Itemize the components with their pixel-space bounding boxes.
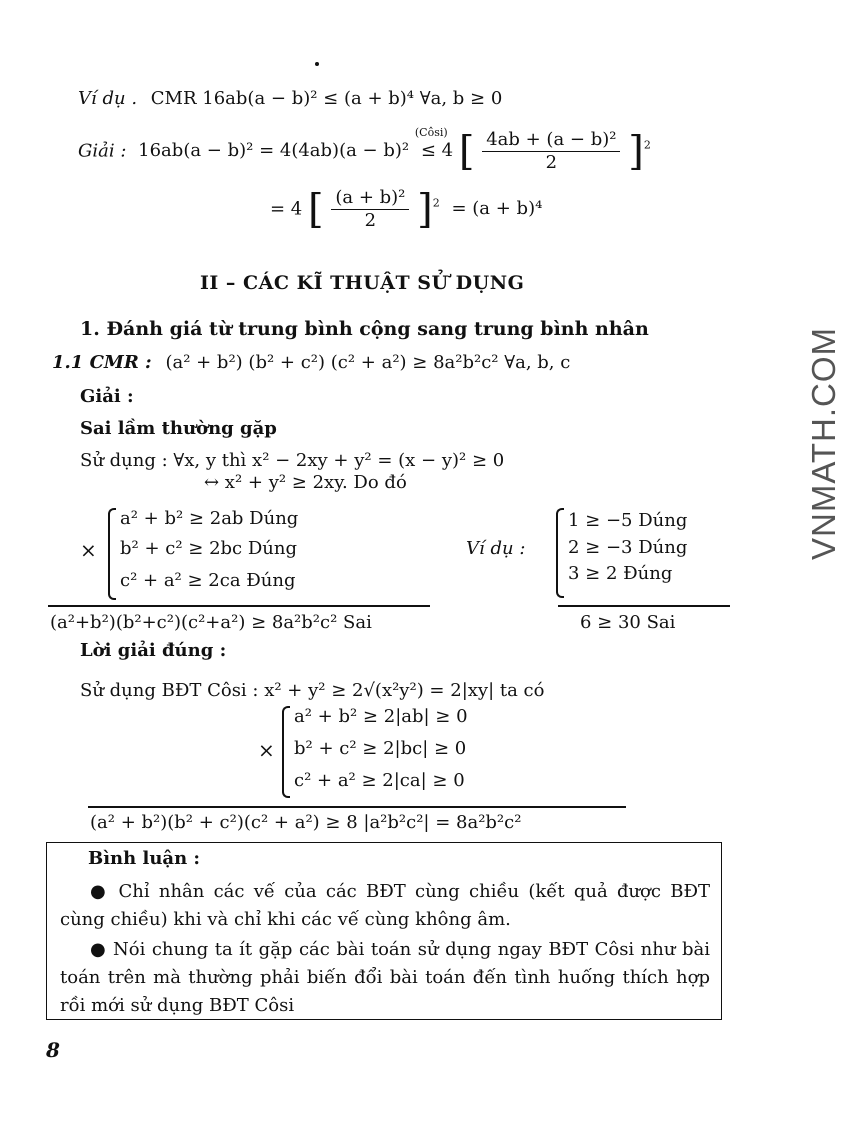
square-exponent-2: 2 (432, 196, 440, 210)
solution-line-2 (270, 188, 542, 231)
fraction-2-numerator: (a + b)² (331, 188, 409, 210)
times-sign: × (80, 538, 97, 562)
mistake-underline-right (558, 605, 730, 607)
solution-relation: ≤ 4 (420, 140, 454, 162)
example-system-row: 1 ≥ −5 Dúng (568, 510, 688, 531)
line2-prefix: = 4 (270, 198, 303, 220)
commentary-bullet-1-text: Chỉ nhân các vế của các BĐT cùng chiều (kết quả được BĐT cùng chiều) khi và chỉ khi các vế cùng không âm. (60, 881, 710, 930)
page-number: 8 (46, 1038, 60, 1062)
problem-statement: (a² + b²) (b² + c²) (c² + a²) ≥ 8a²b²c² ∀a, b, c (165, 352, 571, 373)
section-title: II – CÁC KĨ THUẬT SỬ DỤNG (200, 272, 525, 294)
example-system-row: 3 ≥ 2 Đúng (568, 563, 673, 584)
watermark: VNMATH.COM (805, 326, 842, 560)
fraction-1-numerator: 4ab + (a − b)² (482, 130, 620, 152)
line2-suffix: = (a + b)⁴ (451, 198, 543, 220)
correct-system-row: c² + a² ≥ 2|ca| ≥ 0 (294, 770, 465, 791)
correct-system-brace (282, 706, 290, 798)
mistake-use-line: Sử dụng : ∀x, y thì x² − 2xy + y² = (x − y)² ≥ 0 (80, 450, 505, 471)
correct-system-row: b² + c² ≥ 2|bc| ≥ 0 (294, 738, 467, 759)
left-system-brace (108, 508, 116, 600)
correct-solution-intro: Sử dụng BĐT Côsi : x² + y² ≥ 2√(x²y²) = 2|xy| ta có (80, 680, 545, 701)
correct-system-row: a² + b² ≥ 2|ab| ≥ 0 (294, 706, 468, 727)
fraction-2-denominator: 2 (364, 209, 377, 231)
subsection-title: 1. Đánh giá từ trung bình cộng sang trung bình nhân (80, 318, 649, 340)
mistake-system-row: a² + b² ≥ 2ab Dúng (120, 508, 299, 529)
fraction-1-denominator: 2 (545, 151, 558, 173)
bullet-icon: ● (90, 939, 107, 960)
cosi-tag: (Côsi) (414, 126, 448, 140)
right-system-brace (556, 508, 564, 598)
fraction-1 (482, 130, 620, 173)
mistake-use-line-2: ↔ x² + y² ≥ 2xy. Do đó (204, 472, 407, 493)
mistake-underline-left (48, 605, 430, 607)
solution-line-1 (78, 126, 651, 175)
example-label: Ví dụ . (78, 88, 138, 109)
correct-solution-title: Lời giải đúng : (80, 640, 227, 661)
bullet-icon: ● (90, 881, 110, 902)
example-system-row: 2 ≥ −3 Dúng (568, 537, 688, 558)
mistake-example-label: Ví dụ : (466, 538, 526, 559)
commentary-title: Bình luận : (88, 848, 201, 869)
solution-label: Giải : (78, 140, 127, 162)
mistake-system-row: c² + a² ≥ 2ca Đúng (120, 570, 296, 591)
fraction-2 (331, 188, 409, 231)
commentary-bullet-1 (60, 878, 710, 934)
left-bracket-2: [ (308, 186, 324, 233)
print-speck (315, 62, 319, 66)
commentary-bullet-2-text: Nói chung ta ít gặp các bài toán sử dụng ngay BĐT Côsi như bài toán trên mà thường phải biến đổi bài toán đến tình huống thích hợp rồi mới sử dụng BĐT Côsi (60, 939, 710, 1016)
problem-label: 1.1 CMR : (52, 352, 152, 373)
mistake-system-row: b² + c² ≥ 2bc Dúng (120, 538, 298, 559)
example-line (78, 88, 502, 109)
giai-label: Giải : (80, 386, 134, 407)
right-bracket: ] (628, 128, 644, 175)
example-result: 6 ≥ 30 Sai (580, 612, 676, 633)
example-statement: CMR 16ab(a − b)² ≤ (a + b)⁴ ∀a, b ≥ 0 (150, 88, 503, 109)
commentary-bullet-2 (60, 936, 710, 1020)
correct-result: (a² + b²)(b² + c²)(c² + a²) ≥ 8 |a²b²c²| = 8a²b²c² (90, 812, 522, 833)
right-bracket-2: ] (417, 186, 433, 233)
left-bracket: [ (458, 128, 475, 175)
times-sign-2: × (258, 738, 275, 762)
problem-line (52, 352, 570, 373)
mistake-title: Sai lầm thường gặp (80, 418, 277, 439)
square-exponent: 2 (643, 138, 651, 152)
correct-underline (88, 806, 626, 808)
solution-lhs: 16ab(a − b)² = 4(4ab)(a − b)² (138, 140, 410, 162)
mistake-result: (a²+b²)(b²+c²)(c²+a²) ≥ 8a²b²c² Sai (50, 612, 372, 633)
